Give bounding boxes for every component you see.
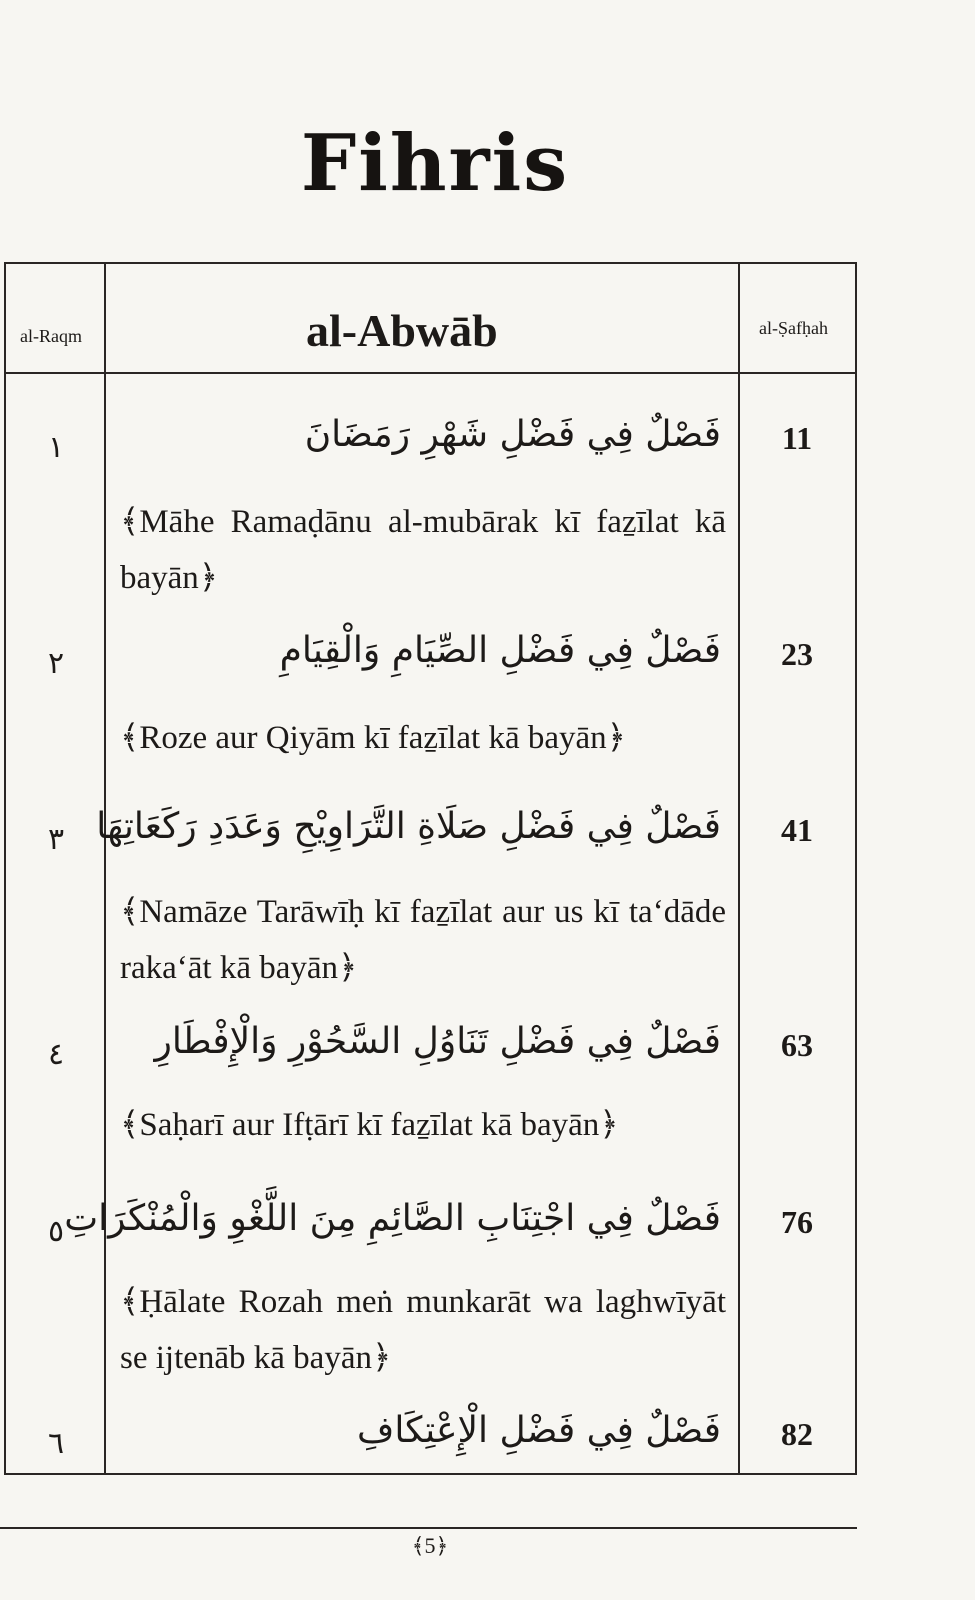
entry-page-link[interactable]: 82: [781, 1416, 813, 1452]
entry-page-link[interactable]: 41: [781, 812, 813, 848]
entry-transliteration: ﴾Namāze Tarāwīḥ kī faẕīlat aur us kī ta‘dāde raka‘āt kā bayān﴿: [120, 894, 726, 986]
header-safhah: al-Ṣafḥah: [759, 318, 828, 338]
entry-transliteration: ﴾Ḥālate Rozah meṅ munkarāt wa laghwīyāt se ijtenāb kā bayān﴿: [120, 1284, 726, 1376]
entry-arabic-title: فَصْلٌ فِي فَضْلِ الصِّيَامِ وَالْقِيَامِ: [279, 630, 721, 671]
entry-page-link[interactable]: 23: [781, 636, 813, 672]
contents-table: [4, 262, 857, 1475]
header-abwab: al-Abwāb: [306, 305, 498, 356]
entry-number: ١: [47, 430, 65, 465]
entry-arabic-title: فَصْلٌ فِي فَضْلِ تَنَاوُلِ السَّحُوْرِ وَالْإِفْطَارِ: [154, 1021, 721, 1062]
entry-page-link[interactable]: 11: [781, 420, 813, 456]
entry-number: ٢: [47, 646, 65, 681]
header-divider: [6, 372, 855, 374]
entry-transliteration: ﴾Māhe Ramaḍānu al-mubārak kī faẕīlat kā bayān﴿: [120, 504, 726, 596]
footer-rule: [0, 1527, 857, 1529]
header-raqm: al-Raqm: [20, 326, 82, 346]
entry-arabic-title: فَصْلٌ فِي اجْتِنَابِ الصَّائِمِ مِنَ اللَّغْوِ وَالْمُنْكَرَاتِ: [64, 1198, 721, 1239]
entry-transliteration: ﴾Roze aur Qiyām kī faẕīlat kā bayān﴿: [120, 720, 626, 756]
entry-number: ٤: [47, 1037, 65, 1072]
entry-page-link[interactable]: 76: [781, 1204, 813, 1240]
entry-arabic-title: فَصْلٌ فِي فَضْلِ صَلَاةِ التَّرَاوِيْحِ وَعَدَدِ رَكَعَاتِهَا: [96, 806, 721, 847]
page-number: ﴾5﴿: [411, 1533, 449, 1558]
column-divider: [104, 264, 106, 1473]
entry-page-link[interactable]: 63: [781, 1027, 813, 1063]
entry-number: ٥: [47, 1214, 65, 1249]
column-divider: [738, 264, 740, 1473]
entry-arabic-title: فَصْلٌ فِي فَضْلِ شَهْرِ رَمَضَانَ: [304, 414, 721, 455]
entry-arabic-title: فَصْلٌ فِي فَضْلِ الْإِعْتِكَافِ: [357, 1410, 721, 1451]
page-title: Fihris: [300, 118, 570, 209]
entry-number: ٣: [47, 822, 65, 857]
entry-number: ٦: [47, 1426, 65, 1461]
entry-transliteration: ﴾Saḥarī aur Ifṭārī kī faẕīlat kā bayān﴿: [120, 1107, 619, 1143]
